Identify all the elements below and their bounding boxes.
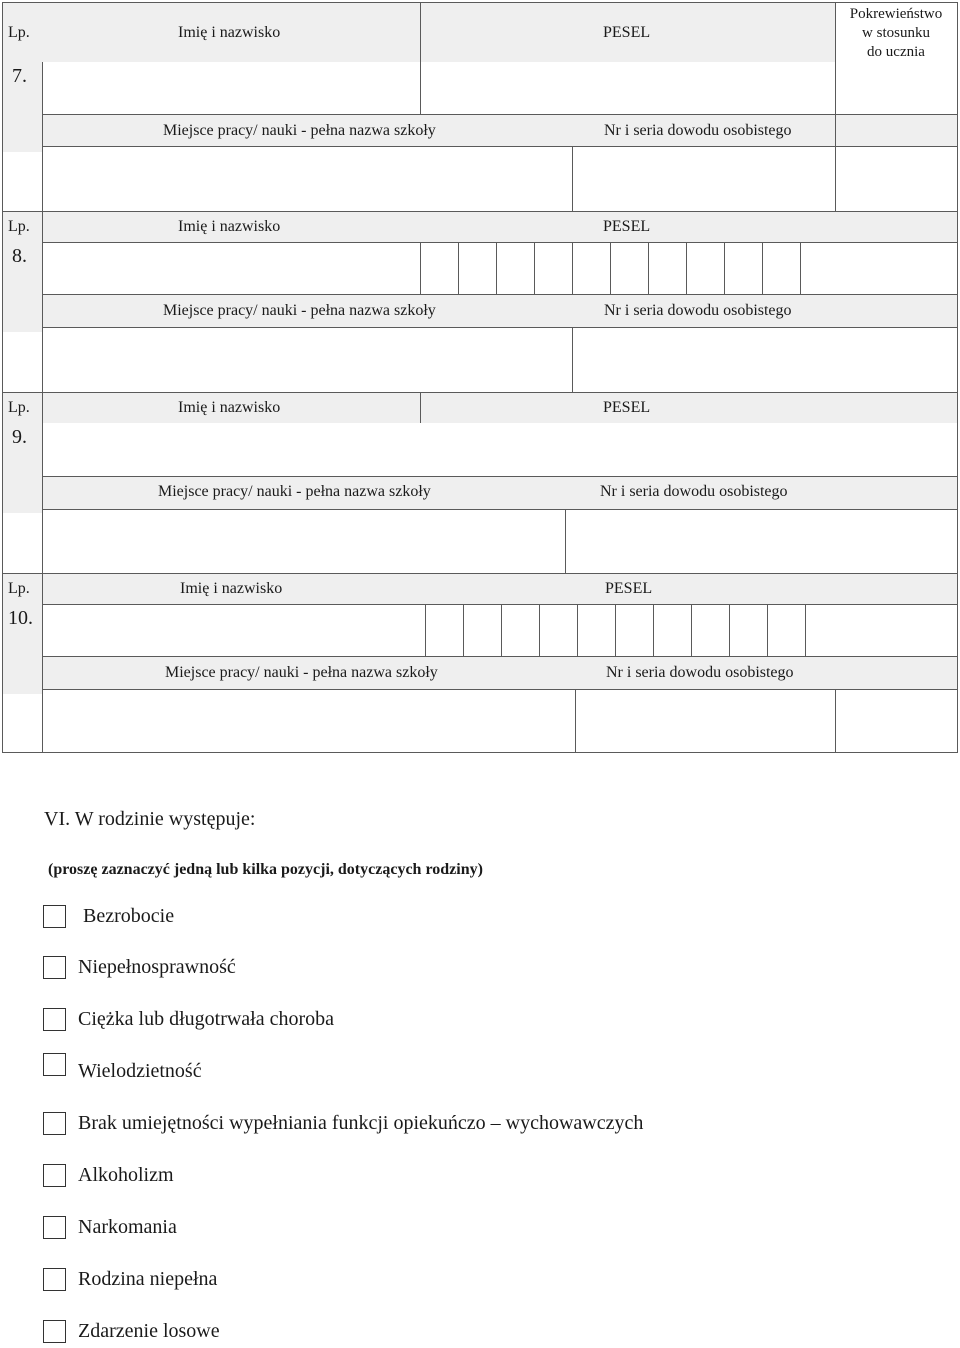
checkbox[interactable] <box>43 1216 66 1239</box>
id-input[interactable] <box>574 148 837 211</box>
name-pesel-input[interactable] <box>44 425 959 476</box>
workplace-label: Miejsce pracy/ nauki - pełna nazwa szkoły <box>165 664 438 681</box>
pesel-label: PESEL <box>603 399 651 416</box>
workplace-input[interactable] <box>44 511 567 573</box>
section-instruction: (proszę zaznaczyć jedną lub kilka pozycji, dotyczących rodziny) <box>48 861 483 878</box>
entry-number: 9. <box>12 426 27 448</box>
id-input[interactable] <box>574 329 959 392</box>
lp-label: Lp. <box>8 24 30 41</box>
relation-input[interactable] <box>837 64 959 211</box>
checkbox[interactable] <box>43 1053 66 1076</box>
id-label: Nr i seria dowodu osobistego <box>600 483 788 500</box>
option-label: Zdarzenie losowe <box>78 1320 220 1342</box>
pesel-input[interactable] <box>422 64 836 114</box>
entry-number: 7. <box>12 65 27 87</box>
checkbox[interactable] <box>43 1268 66 1291</box>
id-label: Nr i seria dowodu osobistego <box>604 122 792 139</box>
pesel-label: PESEL <box>605 580 653 597</box>
checkbox[interactable] <box>43 1164 66 1187</box>
option-label: Brak umiejętności wypełniania funkcji opiekuńczo – wychowawczych <box>78 1112 644 1134</box>
lp-label: Lp. <box>8 580 30 597</box>
option-label: Wielodzietność <box>78 1060 202 1082</box>
section-title: VI. W rodzinie występuje: <box>44 808 256 830</box>
lp-label: Lp. <box>8 218 30 235</box>
workplace-input[interactable] <box>44 691 577 752</box>
option-label: Narkomania <box>78 1216 177 1238</box>
id-label: Nr i seria dowodu osobistego <box>606 664 794 681</box>
id-input[interactable] <box>577 691 837 752</box>
name-label: Imię i nazwisko <box>178 218 281 235</box>
id-label: Nr i seria dowodu osobistego <box>604 302 792 319</box>
name-input[interactable] <box>44 606 427 656</box>
relation-label: Pokrewieństwo w stosunku do ucznia <box>849 6 943 60</box>
workplace-label: Miejsce pracy/ nauki - pełna nazwa szkoły <box>163 302 436 319</box>
workplace-input[interactable] <box>44 148 574 211</box>
name-input[interactable] <box>44 64 422 114</box>
option-label: Alkoholizm <box>78 1164 174 1186</box>
option-label: Bezrobocie <box>83 905 175 927</box>
entry-number: 8. <box>12 245 27 267</box>
checkbox[interactable] <box>43 1008 66 1031</box>
lp-label: Lp. <box>8 399 30 416</box>
checkbox[interactable] <box>43 905 66 928</box>
workplace-input[interactable] <box>44 329 574 392</box>
name-label: Imię i nazwisko <box>178 399 281 416</box>
checkbox[interactable] <box>43 956 66 979</box>
workplace-label: Miejsce pracy/ nauki - pełna nazwa szkoły <box>158 483 431 500</box>
pesel-label: PESEL <box>603 218 651 235</box>
entry-number: 10. <box>8 607 33 629</box>
pesel-label: PESEL <box>603 24 651 41</box>
name-label: Imię i nazwisko <box>180 580 283 597</box>
option-label: Niepełnosprawność <box>78 956 236 978</box>
checkbox[interactable] <box>43 1320 66 1343</box>
workplace-label: Miejsce pracy/ nauki - pełna nazwa szkoły <box>163 122 436 139</box>
option-label: Rodzina niepełna <box>78 1268 218 1290</box>
id-input[interactable] <box>567 511 959 573</box>
option-label: Ciężka lub długotrwała choroba <box>78 1008 335 1030</box>
checkbox[interactable] <box>43 1112 66 1135</box>
name-input[interactable] <box>44 244 422 294</box>
name-label: Imię i nazwisko <box>178 24 281 41</box>
